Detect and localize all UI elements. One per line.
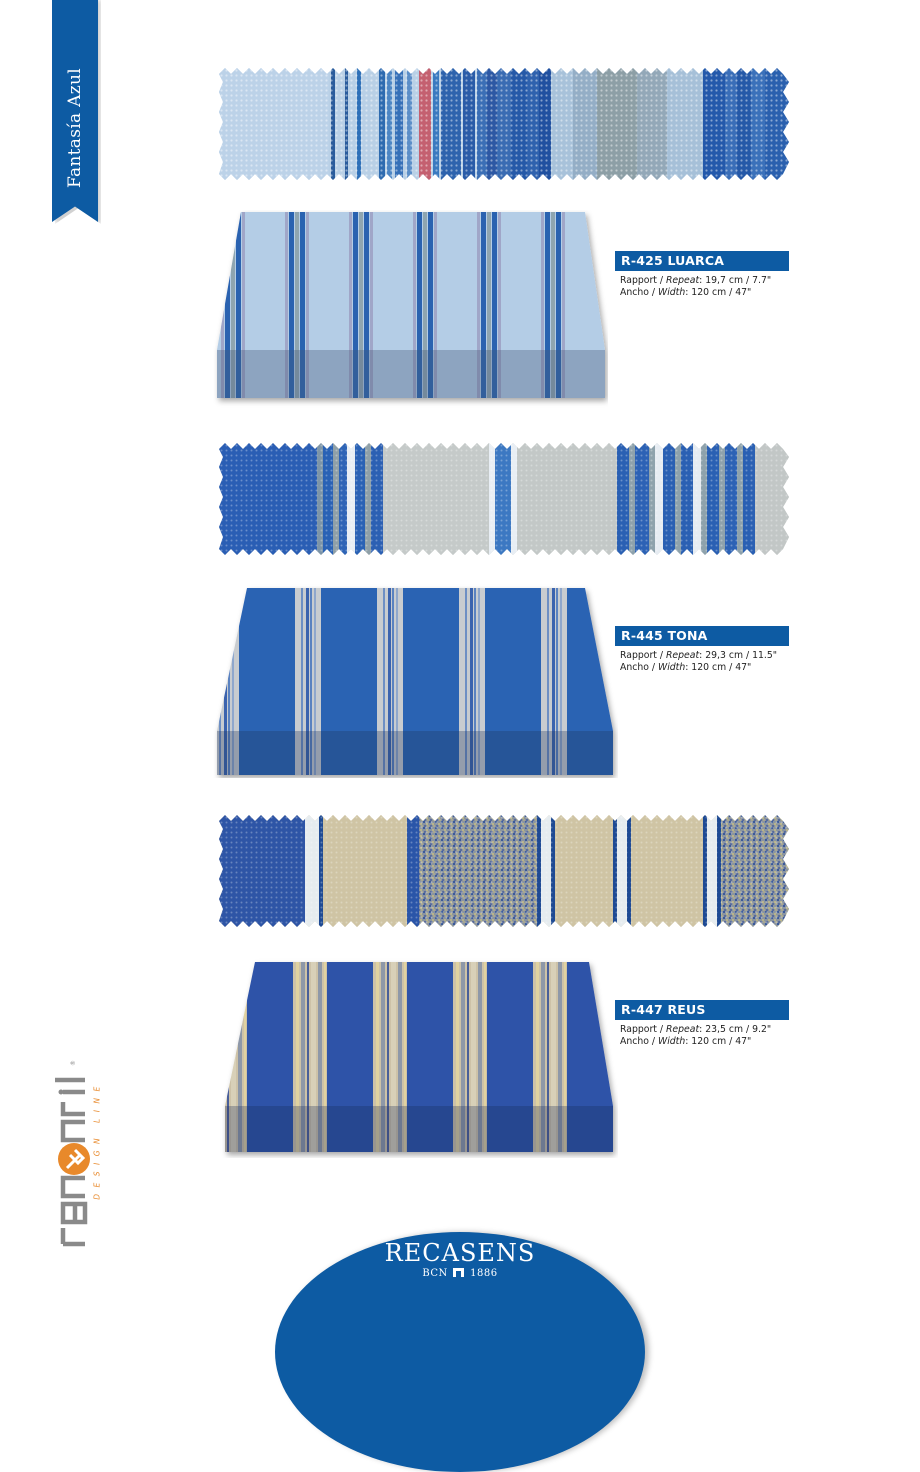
repeat-spec: Rapport / Repeat: 19,7 cm / 7.7"	[620, 275, 772, 286]
registered-mark: ®	[70, 1060, 77, 1066]
repeat-spec: Rapport / Repeat: 23,5 cm / 9.2"	[620, 1024, 772, 1035]
fabric-swatch-luarca	[219, 68, 789, 180]
repeat-spec: Rapport / Repeat: 29,3 cm / 11.5"	[620, 650, 778, 661]
brand-door-icon	[453, 1268, 464, 1277]
product-label-luarca	[615, 251, 789, 299]
brand-name: RECASENS	[384, 1239, 536, 1267]
product-label-reus	[615, 1000, 789, 1048]
width-spec: Ancho / Width: 120 cm / 47"	[620, 287, 752, 298]
brand-subline: BCN 1886	[422, 1268, 498, 1279]
awning-render-luarca	[213, 210, 608, 408]
section-title: Fantasía Azul	[65, 68, 85, 188]
fabric-swatch-reus	[219, 815, 789, 927]
logo-tagline: DESIGN LINE	[92, 1080, 102, 1200]
recacril-logo	[45, 1030, 125, 1250]
product-code-name: R-445 TONA	[615, 626, 789, 646]
product-code-name: R-425 LUARCA	[615, 251, 789, 271]
awning-render-tona	[213, 583, 618, 778]
product-label-tona	[615, 626, 789, 674]
product-code-name: R-447 REUS	[615, 1000, 789, 1020]
awning-render-reus	[213, 958, 618, 1158]
width-spec: Ancho / Width: 120 cm / 47"	[620, 662, 752, 673]
fabric-swatch-tona	[219, 443, 789, 555]
width-spec: Ancho / Width: 120 cm / 47"	[620, 1036, 752, 1047]
